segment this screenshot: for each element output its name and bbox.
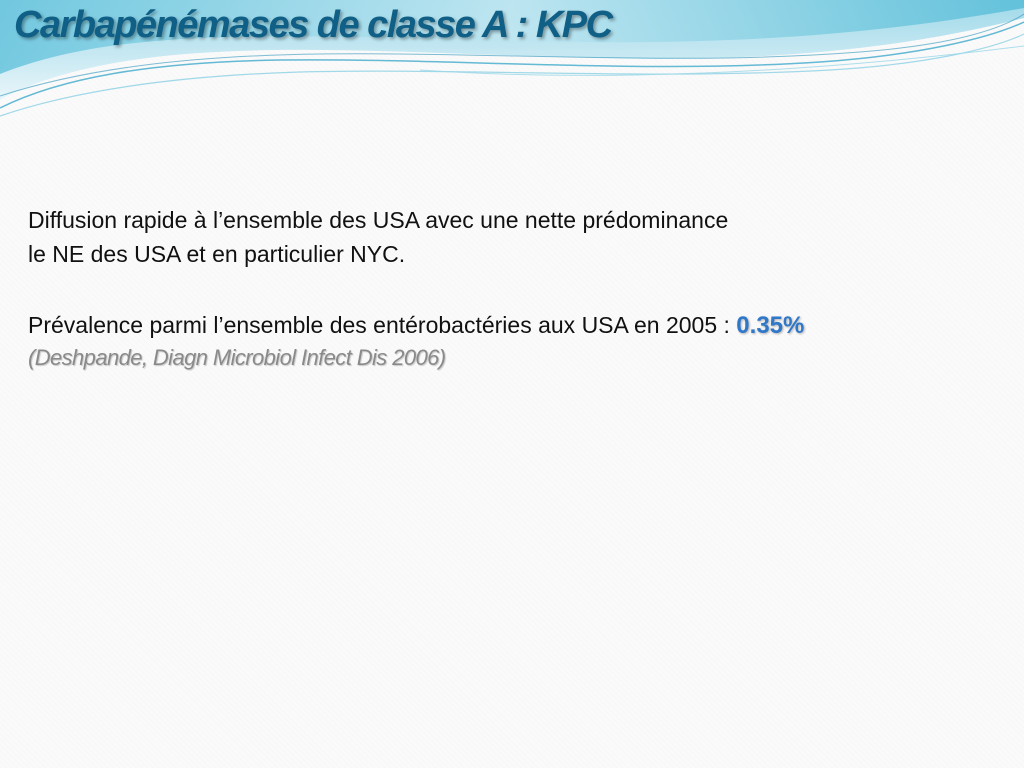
prevalence-text: Prévalence parmi l’ensemble des entérobactéries aux USA en 2005 : bbox=[28, 312, 730, 338]
citation-reference: (Deshpande, Diagn Microbiol Infect Dis 2006) bbox=[28, 345, 446, 370]
prevalence-line bbox=[28, 308, 998, 343]
diffusion-line-2: le NE des USA et en particulier NYC. bbox=[28, 241, 406, 267]
paragraph-spacer bbox=[28, 271, 998, 308]
prevalence-value: 0.35% bbox=[736, 312, 805, 339]
paragraph-prevalence bbox=[28, 308, 998, 373]
slide-body bbox=[28, 203, 998, 373]
diffusion-line-1: Diffusion rapide à l’ensemble des USA avec une nette prédominance bbox=[28, 207, 729, 233]
slide-title: Carbapénémases de classe A : KPC bbox=[14, 4, 612, 46]
paragraph-diffusion bbox=[28, 203, 998, 271]
